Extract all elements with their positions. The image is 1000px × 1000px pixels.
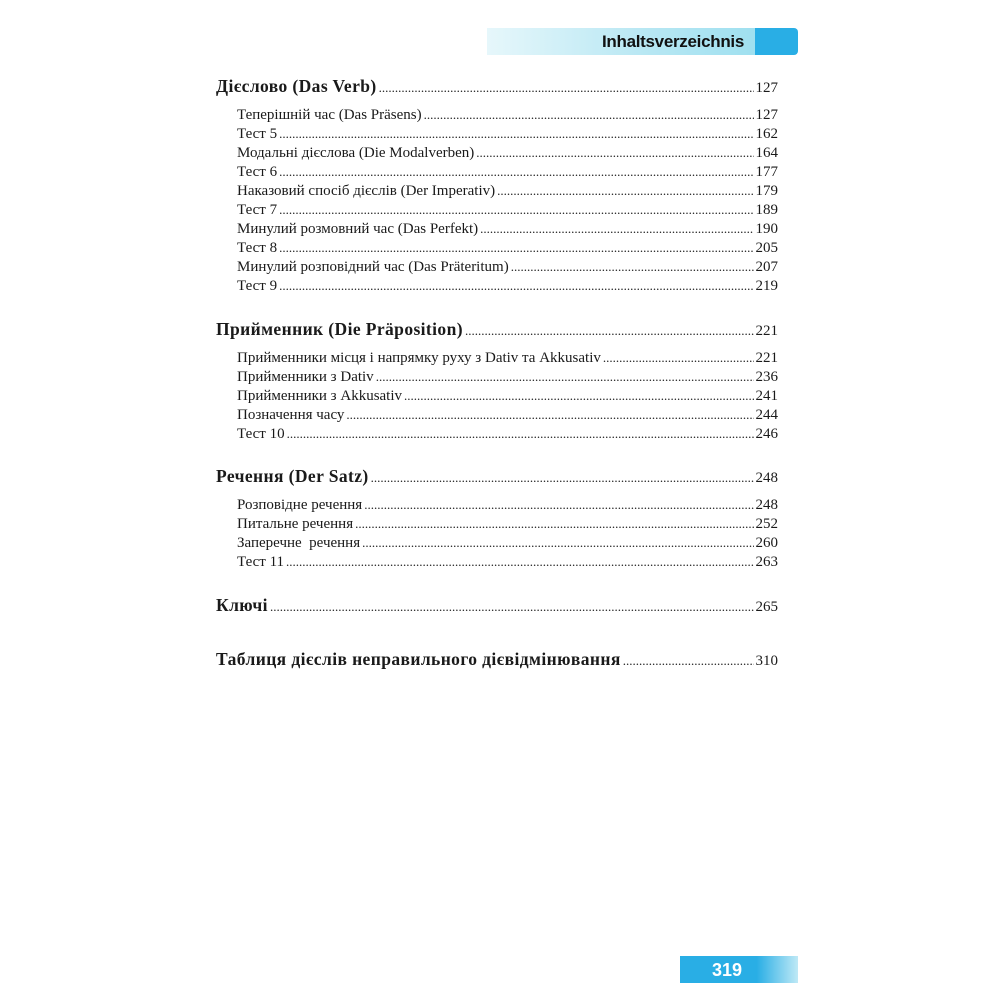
dot-leader (279, 164, 753, 181)
toc-entry-page: 221 (755, 350, 778, 366)
toc-entry-label: Тест 5 (237, 126, 278, 142)
toc-entry-perfekt[interactable] (237, 221, 778, 240)
toc-entry-page: 265 (755, 599, 778, 615)
toc-entry-label: Ключі (216, 595, 268, 615)
dot-leader (465, 319, 754, 340)
dot-leader (346, 407, 753, 424)
toc-entry-label: Речення (Der Satz) (216, 466, 369, 486)
dot-leader (286, 554, 753, 571)
dot-leader (424, 107, 754, 124)
dot-leader (270, 595, 754, 616)
toc-entry-page: 221 (755, 323, 778, 339)
toc-entry-page: 190 (755, 221, 778, 237)
dot-leader (279, 126, 753, 143)
toc-entry-label: Прийменник (Die Präposition) (216, 319, 463, 339)
dot-leader (497, 183, 753, 200)
toc-entry-praeteritum[interactable] (237, 259, 778, 278)
dot-leader (279, 278, 753, 295)
dot-leader (603, 350, 754, 367)
dot-leader (379, 76, 754, 97)
toc-entry-page: 127 (755, 107, 778, 123)
toc-entry-label: Заперечне речення (237, 535, 361, 551)
toc-entry-label: Таблиця дієслів неправильного дієвідмінювання (216, 649, 621, 669)
toc-entry-label: Позначення часу (237, 407, 345, 423)
toc-entry-label: Наказовий спосіб дієслів (Der Imperativ) (237, 183, 496, 199)
toc-entry-imperativ[interactable] (237, 183, 778, 202)
toc-entry-test-5[interactable] (237, 126, 778, 145)
toc-entry-page: 246 (755, 426, 778, 442)
toc-entry-label: Тест 9 (237, 278, 278, 294)
dot-leader (371, 466, 754, 487)
dot-leader (480, 221, 753, 238)
toc-entry-satz[interactable] (216, 466, 778, 490)
toc-entry-time[interactable] (237, 407, 778, 426)
toc-entry-label: Тест 8 (237, 240, 278, 256)
toc-entry-test-10[interactable] (237, 426, 778, 445)
toc-entry-test-8[interactable] (237, 240, 778, 259)
toc-entry-label: Питальне речення (237, 516, 354, 532)
toc-entry-test-9[interactable] (237, 278, 778, 297)
toc-entry-label: Тест 6 (237, 164, 278, 180)
dot-leader (476, 145, 753, 162)
section-title: Inhaltsverzeichnis (602, 32, 744, 51)
toc-entry-label: Розповідне речення (237, 497, 363, 513)
toc-entry-verb[interactable] (216, 76, 778, 100)
toc-entry-label: Прийменники з Dativ (237, 369, 374, 385)
toc-entry-label: Теперішній час (Das Präsens) (237, 107, 422, 123)
page-number: 319 (711, 960, 743, 980)
toc-entry-label: Модальні дієслова (Die Modalverben) (237, 145, 475, 161)
toc-entry-page: 244 (755, 407, 778, 423)
toc-entry-page: 189 (755, 202, 778, 218)
toc-entry-page: 164 (755, 145, 778, 161)
toc-entry-page: 236 (755, 369, 778, 385)
toc-entry-page: 207 (755, 259, 778, 275)
toc-entry-fragesatz[interactable] (237, 516, 778, 535)
dot-leader (511, 259, 754, 276)
toc-entry-page: 248 (755, 497, 778, 513)
dot-leader (279, 240, 753, 257)
toc-entry-dativ[interactable] (237, 369, 778, 388)
toc-entry-page: 177 (755, 164, 778, 180)
toc-entry-verneinung[interactable] (237, 535, 778, 554)
toc-entry-akkusativ[interactable] (237, 388, 778, 407)
dot-leader (287, 426, 754, 443)
toc-entry-praesens[interactable] (237, 107, 778, 126)
dot-leader (279, 202, 753, 219)
toc-entry-dativ-akkusativ[interactable] (237, 350, 778, 369)
toc-entry-page: 179 (755, 183, 778, 199)
toc-entry-page: 248 (755, 470, 778, 486)
toc-entry-test-11[interactable] (237, 554, 778, 573)
toc-entry-keys[interactable] (216, 595, 778, 619)
header-tab (755, 28, 798, 55)
toc-entry-page: 263 (755, 554, 778, 570)
dot-leader (362, 535, 753, 552)
toc-entry-page: 162 (755, 126, 778, 142)
toc-entry-label: Прийменники з Akkusativ (237, 388, 403, 404)
toc-entry-aussagesatz[interactable] (237, 497, 778, 516)
toc-entry-label: Прийменники місця і напрямку руху з Dativ та Akkusativ (237, 350, 601, 366)
toc-entry-label: Дієслово (Das Verb) (216, 76, 377, 96)
dot-leader (364, 497, 753, 514)
toc-entry-page: 252 (755, 516, 778, 532)
toc-entry-praeposition[interactable] (216, 319, 778, 343)
toc-entry-label: Тест 10 (237, 426, 285, 442)
toc-entry-label: Минулий розмовний час (Das Perfekt) (237, 221, 479, 237)
toc-entry-label: Тест 11 (237, 554, 285, 570)
toc-entry-test-6[interactable] (237, 164, 778, 183)
toc-entry-page: 310 (755, 653, 778, 669)
dot-leader (355, 516, 753, 533)
toc-entry-page: 127 (755, 80, 778, 96)
toc-entry-page: 260 (755, 535, 778, 551)
toc-entry-label: Минулий розповідний час (Das Präteritum) (237, 259, 509, 275)
toc-entry-page: 241 (755, 388, 778, 404)
toc-entry-test-7[interactable] (237, 202, 778, 221)
toc-entry-irregular-verbs[interactable] (216, 649, 778, 673)
toc-entry-label: Тест 7 (237, 202, 278, 218)
dot-leader (376, 369, 754, 386)
toc-entry-page: 219 (755, 278, 778, 294)
dot-leader (623, 649, 754, 670)
toc-entry-page: 205 (755, 240, 778, 256)
toc-entry-modalverben[interactable] (237, 145, 778, 164)
dot-leader (404, 388, 753, 405)
